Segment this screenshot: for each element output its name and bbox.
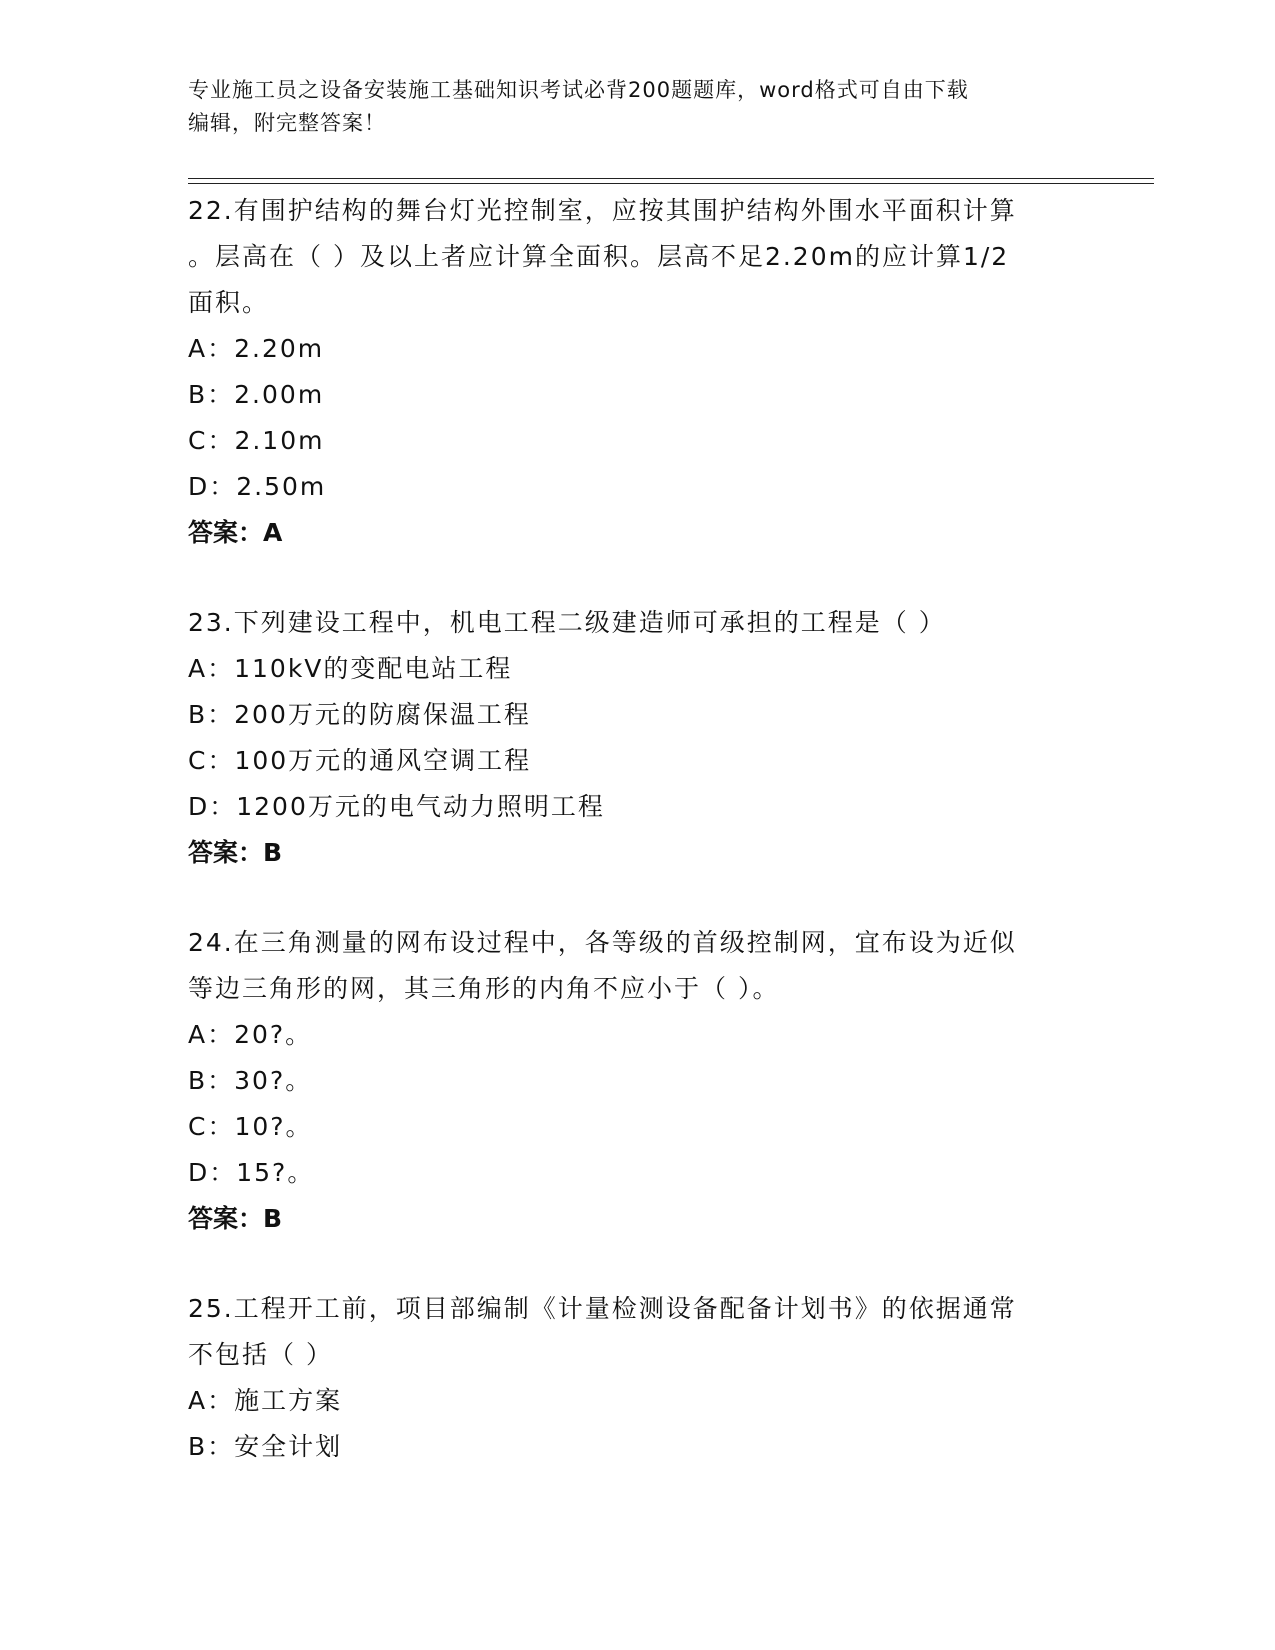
option-d: D：15?。 — [188, 1158, 315, 1187]
option-b: B：200万元的防腐保温工程 — [188, 700, 531, 729]
option-a: A：2.20m — [188, 334, 325, 363]
option-c: C：2.10m — [188, 426, 325, 455]
option-b: B：安全计划 — [188, 1432, 343, 1461]
option-d: D：2.50m — [188, 472, 327, 501]
spacer — [188, 876, 1088, 920]
option-c: C：10?。 — [188, 1112, 313, 1141]
question-22 — [188, 188, 1088, 556]
question-list — [188, 188, 1088, 1470]
answer: 答案：A — [188, 518, 283, 547]
question-text-line: 不包括（ ） — [188, 1340, 333, 1369]
spacer — [188, 1242, 1088, 1286]
option-c: C：100万元的通风空调工程 — [188, 746, 532, 775]
option-b: B：2.00m — [188, 380, 325, 409]
document-header — [188, 74, 1088, 140]
option-b: B：30?。 — [188, 1066, 313, 1095]
question-text-line: 。层高在（ ）及以上者应计算全面积。层高不足2.20m的应计算1/2 — [188, 242, 1010, 271]
spacer — [188, 556, 1088, 600]
answer: 答案：B — [188, 1204, 283, 1233]
question-24 — [188, 920, 1088, 1242]
header-line-1: 专业施工员之设备安装施工基础知识考试必背200题题库，word格式可自由下载 — [188, 78, 969, 102]
question-text-line: 24.在三角测量的网布设过程中，各等级的首级控制网，宜布设为近似 — [188, 928, 1017, 957]
option-d: D：1200万元的电气动力照明工程 — [188, 792, 605, 821]
question-text-line: 等边三角形的网，其三角形的内角不应小于（ ）。 — [188, 974, 780, 1003]
header-line-2: 编辑，附完整答案！ — [188, 111, 386, 135]
question-text-line: 面积。 — [188, 288, 270, 317]
option-a: A：施工方案 — [188, 1386, 343, 1415]
option-a: A：20?。 — [188, 1020, 313, 1049]
question-text-line: 25.工程开工前，项目部编制《计量检测设备配备计划书》的依据通常 — [188, 1294, 1017, 1323]
question-25 — [188, 1286, 1088, 1470]
answer: 答案：B — [188, 838, 283, 867]
option-a: A：110kV的变配电站工程 — [188, 654, 513, 683]
question-text-line: 22.有围护结构的舞台灯光控制室，应按其围护结构外围水平面积计算 — [188, 196, 1017, 225]
question-text-line: 23.下列建设工程中，机电工程二级建造师可承担的工程是（ ） — [188, 608, 946, 637]
header-divider — [188, 178, 1154, 184]
question-23 — [188, 600, 1088, 876]
